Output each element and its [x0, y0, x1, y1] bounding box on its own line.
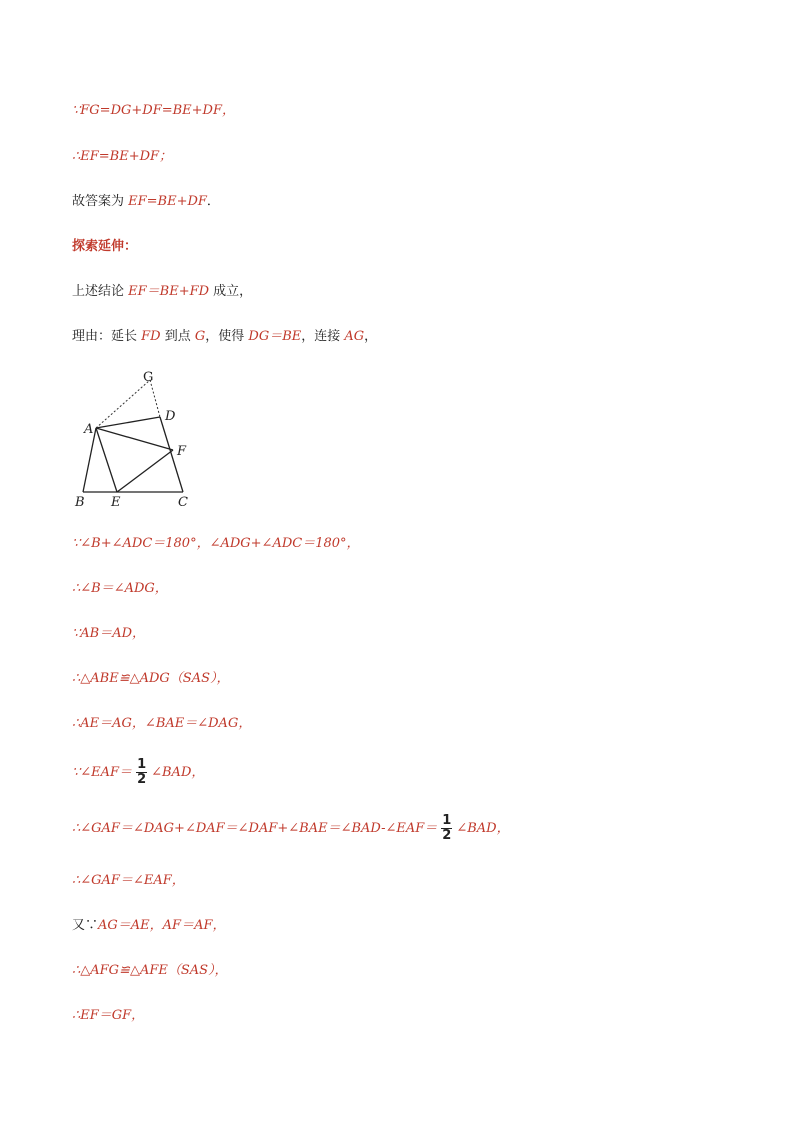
- segment-ae: [96, 428, 117, 492]
- answer-expr: EF=BE+DF: [128, 194, 207, 209]
- answer-suffix: ．: [206, 194, 220, 209]
- proof-line-4: ∴△ABE≌△ADG（SAS），: [72, 671, 230, 686]
- proof-line-10: ∴△AFG≌△AFE（SAS），: [72, 963, 228, 978]
- claim-expr: EF＝BE+FD: [128, 284, 210, 299]
- proof-line-2: ∴∠B＝∠ADG，: [72, 581, 168, 596]
- line-ef-conclusion: ∴EF=BE+DF；: [72, 149, 173, 164]
- reason-g: ，连接: [301, 329, 345, 344]
- claim-c: 成立，: [209, 284, 253, 299]
- p7-left: ∴∠GAF＝∠DAG+∠DAF＝∠DAF+∠BAE＝∠BAD-∠EAF＝: [72, 821, 438, 836]
- side-ab: [83, 428, 96, 492]
- proof-line-7: [72, 812, 510, 846]
- line-reason: [72, 328, 377, 346]
- proof-line-5: ∴AE＝AG，∠BAE＝∠DAG，: [72, 716, 252, 731]
- reason-c: 到点: [160, 329, 195, 344]
- p9-prefix: 又∵: [72, 918, 99, 933]
- p6-left: ∵∠EAF＝: [72, 765, 133, 780]
- proof-line-8: ∴∠GAF＝∠EAF，: [72, 873, 185, 888]
- reason-i: ，: [364, 329, 378, 344]
- p7-right: ∠BAD，: [456, 821, 510, 836]
- line-claim: [72, 283, 252, 301]
- label-d: D: [165, 409, 176, 424]
- fraction-half: [136, 758, 147, 787]
- fraction-numerator: 1: [137, 757, 147, 772]
- label-e: E: [111, 495, 121, 510]
- geometry-figure: [70, 365, 210, 510]
- line-fg: ∵FG=DG+DF=BE+DF，: [72, 103, 235, 118]
- proof-line-6: [72, 756, 204, 790]
- label-g: G: [143, 370, 154, 385]
- dashed-gd: [150, 380, 160, 417]
- segment-af: [96, 428, 173, 450]
- side-ad: [96, 417, 160, 428]
- fraction-denominator: 2: [137, 772, 147, 787]
- reason-d: G: [194, 329, 206, 344]
- segment-ef: [117, 450, 173, 492]
- proof-line-1: ∵∠B+∠ADC＝180°，∠ADG+∠ADC＝180°，: [72, 536, 360, 551]
- line-answer: [72, 193, 220, 211]
- proof-line-3: ∵AB＝AD，: [72, 626, 146, 641]
- label-b: B: [75, 495, 85, 510]
- label-a: A: [84, 422, 94, 437]
- fraction-half-2: [441, 814, 452, 843]
- section-heading: 探索延伸：: [72, 239, 138, 254]
- reason-e: ，使得: [205, 329, 249, 344]
- fraction-numerator-2: 1: [442, 813, 452, 828]
- answer-prefix: 故答案为: [72, 194, 129, 209]
- proof-line-9: [72, 917, 225, 935]
- reason-a: 理由：延长: [72, 329, 142, 344]
- reason-f: DG＝BE: [248, 329, 302, 344]
- label-c: C: [178, 495, 188, 510]
- reason-b: FD: [141, 329, 161, 344]
- dashed-ag: [96, 380, 150, 428]
- p6-right: ∠BAD，: [151, 765, 205, 780]
- fraction-denominator-2: 2: [442, 828, 452, 843]
- p9-expr: AG＝AE，AF＝AF，: [98, 918, 226, 933]
- label-f: F: [177, 444, 187, 459]
- reason-h: AG: [344, 329, 365, 344]
- proof-line-11: ∴EF＝GF，: [72, 1008, 145, 1023]
- claim-a: 上述结论: [72, 284, 129, 299]
